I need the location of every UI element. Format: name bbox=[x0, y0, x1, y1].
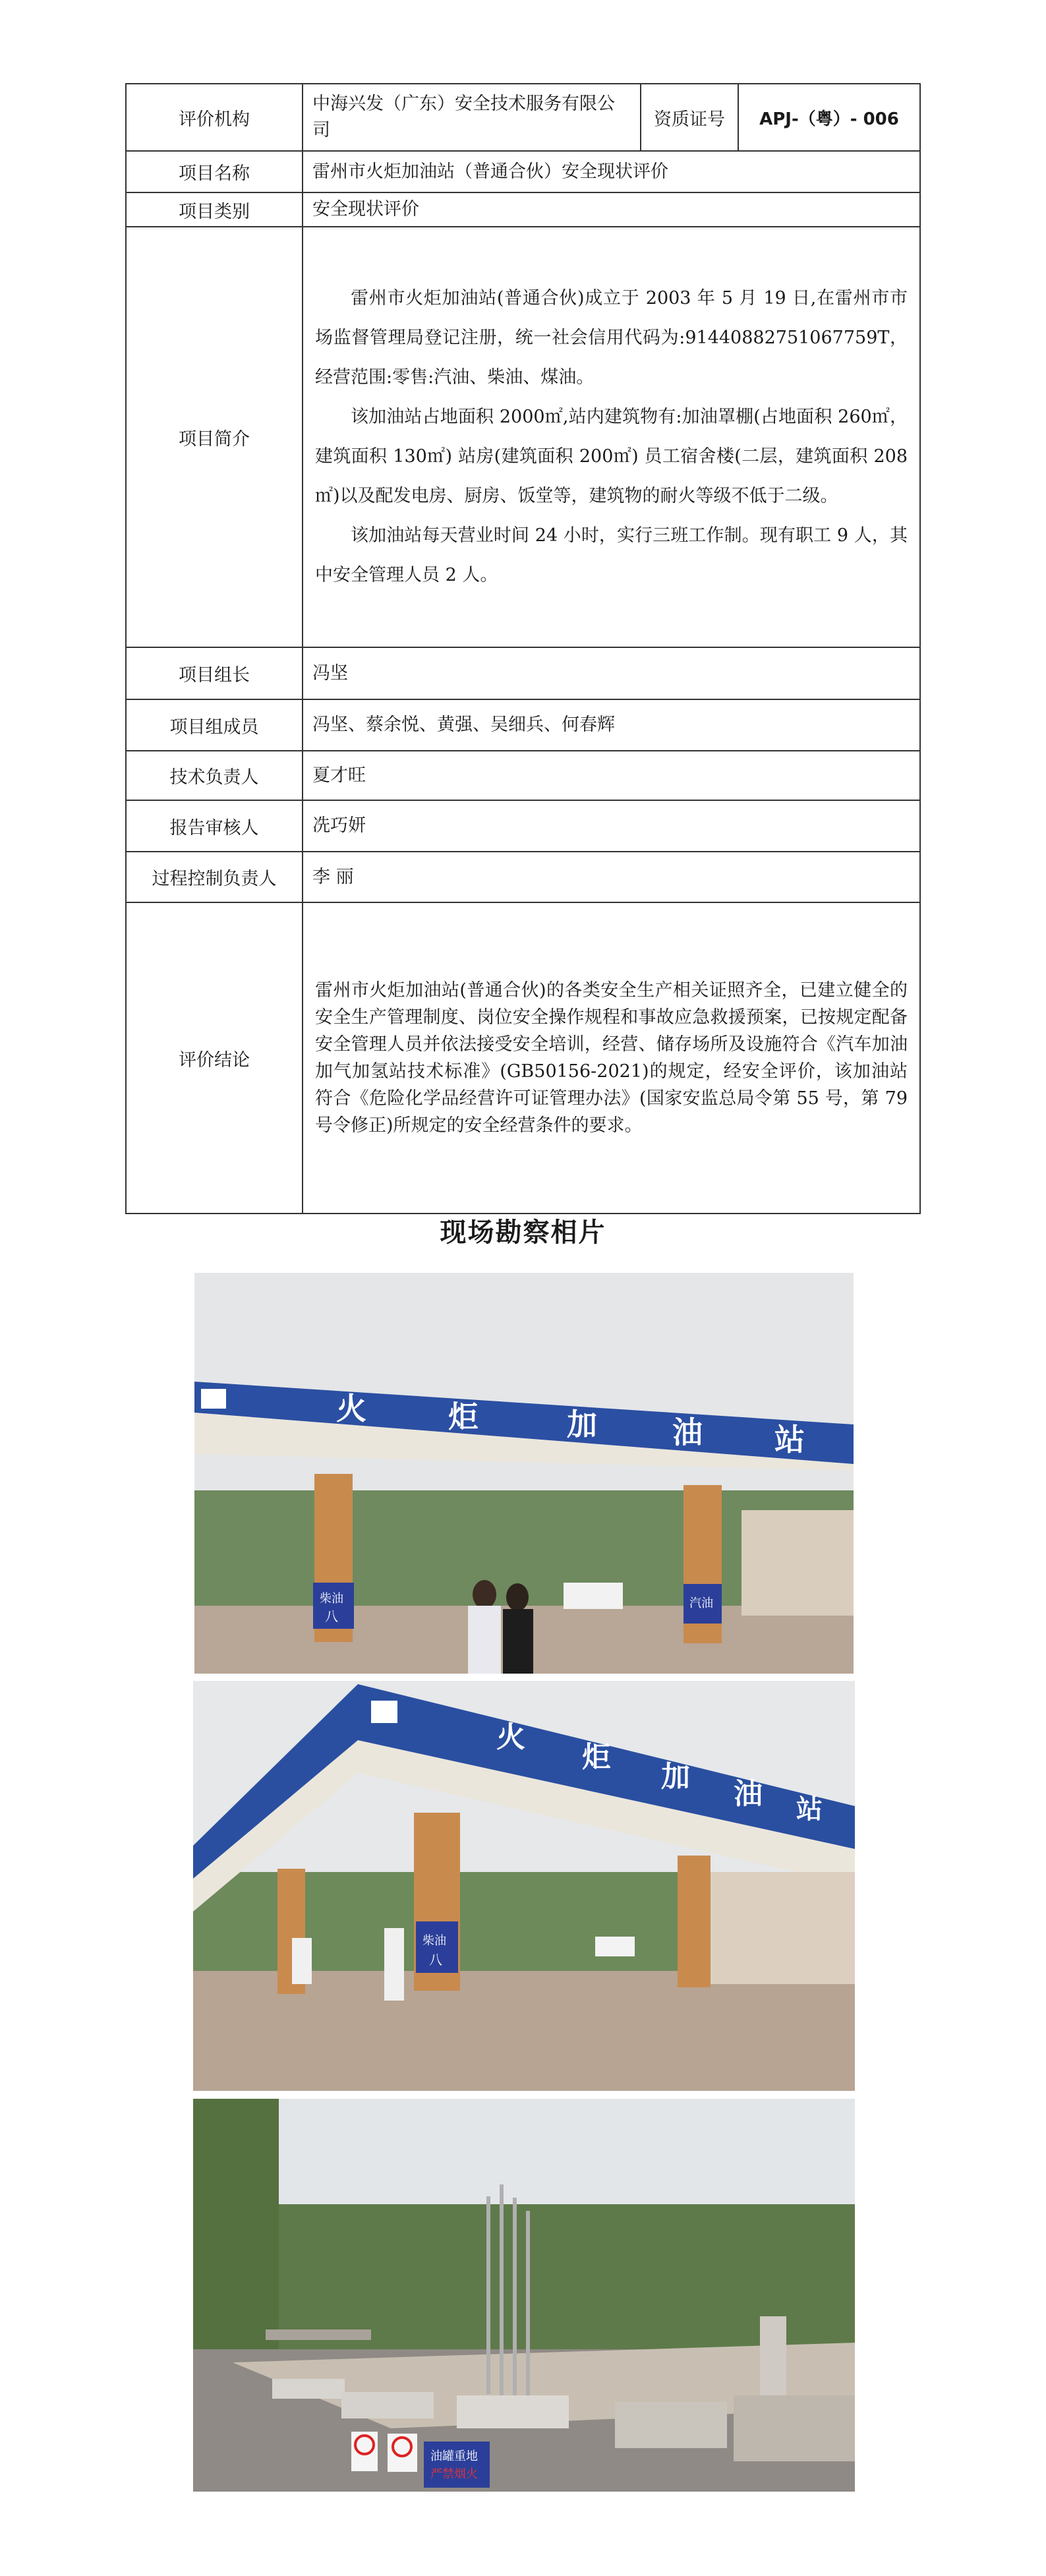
intro-paragraph: 该加油站每天营业时间 24 小时，实行三班工作制。现有职工 9 人，其中安全管理人员 2 人。 bbox=[315, 525, 908, 585]
intro-paragraph: 该加油站占地面积 2000㎡,站内建筑物有:加油罩棚(占地面积 260㎡，建筑面积 130㎡) 站房(建筑面积 200㎡) 员工宿舍楼(二层，建筑面积 208㎡)以及配发电房、厨房、饭堂等，建筑物的耐火等级不低于二级。 bbox=[315, 407, 908, 506]
tank-warning-sign-line1: 油罐重地 bbox=[430, 2449, 478, 2463]
row-conclusion bbox=[126, 902, 920, 1214]
diesel-label: 柴油 bbox=[320, 1592, 343, 1606]
gasoline-label: 汽油 bbox=[689, 1596, 713, 1610]
name-value: 雷州市火炬加油站（普通合伙）安全现状评价 bbox=[303, 151, 920, 192]
tank-warning-sign-line2: 严禁烟火 bbox=[430, 2467, 478, 2481]
site-photo-canopy-front bbox=[194, 1273, 854, 1674]
diesel-label: 柴油 bbox=[422, 1934, 446, 1948]
org-label: 评价机构 bbox=[126, 84, 303, 151]
row-tech bbox=[126, 751, 920, 800]
intro-value bbox=[303, 227, 920, 647]
canopy-sign-char: 站 bbox=[796, 1794, 823, 1825]
conclusion-value bbox=[303, 902, 920, 1214]
conclusion-text: 雷州市火炬加油站(普通合伙)的各类安全生产相关证照齐全，已建立健全的安全生产管理制度、岗位安全操作规程和事故应急救援预案，已按规定配备安全管理人员并依法接受安全培训，经营、储存场所及设施符合《汽车加油加气加氢站技术标准》(GB50156-2021)的规定，经安全评价，该加油站符合《危险化学品经营许可证管理办法》(国家安监总局令第 55 号，第 79 号令修正)所规定的安全经营条件的要求。 bbox=[315, 980, 908, 1136]
org-value: 中海兴发（广东）安全技术服务有限公司 bbox=[303, 84, 641, 151]
cert-value: APJ-（粤）- 006 bbox=[738, 84, 920, 151]
canopy-sign-char: 加 bbox=[661, 1760, 690, 1794]
process-label: 过程控制负责人 bbox=[126, 852, 303, 902]
conclusion-label: 评价结论 bbox=[126, 902, 303, 1214]
pump-number: 八 bbox=[429, 1952, 442, 1968]
process-value: 李 丽 bbox=[303, 852, 920, 902]
row-process bbox=[126, 852, 920, 902]
name-label: 项目名称 bbox=[126, 151, 303, 192]
canopy-sign-char: 火 bbox=[336, 1391, 366, 1426]
row-type bbox=[126, 192, 920, 227]
site-photo-tank-area bbox=[193, 2099, 855, 2492]
canopy-sign-char: 炬 bbox=[582, 1740, 611, 1774]
row-org bbox=[126, 84, 920, 151]
review-value: 冼巧妍 bbox=[303, 800, 920, 852]
type-value: 安全现状评价 bbox=[303, 192, 920, 227]
canopy-sign-char: 炬 bbox=[448, 1399, 479, 1434]
row-intro bbox=[126, 227, 920, 647]
site-photo-canopy-side bbox=[193, 1681, 855, 2091]
canopy-sign-char: 火 bbox=[496, 1720, 525, 1754]
review-label: 报告审核人 bbox=[126, 800, 303, 852]
canopy-sign-char: 加 bbox=[567, 1407, 597, 1442]
row-leader bbox=[126, 647, 920, 699]
members-label: 项目组成员 bbox=[126, 699, 303, 751]
canopy-sign-char: 油 bbox=[734, 1777, 763, 1811]
leader-value: 冯坚 bbox=[303, 647, 920, 699]
tech-value: 夏才旺 bbox=[303, 751, 920, 800]
row-review bbox=[126, 800, 920, 852]
canopy-sign-char: 站 bbox=[774, 1422, 805, 1457]
leader-label: 项目组长 bbox=[126, 647, 303, 699]
type-label: 项目类别 bbox=[126, 192, 303, 227]
intro-paragraph: 雷州市火炬加油站(普通合伙)成立于 2003 年 5 月 19 日,在雷州市市场监督管理局登记注册，统一社会信用代码为:91440882751067759T，经营范围:零售:汽油、柴油、煤油。 bbox=[315, 288, 908, 388]
evaluation-info-table bbox=[125, 83, 921, 1214]
row-name bbox=[126, 151, 920, 192]
intro-label: 项目简介 bbox=[126, 227, 303, 647]
photos-heading: 现场勘察相片 bbox=[440, 1217, 606, 1248]
cert-label: 资质证号 bbox=[641, 84, 738, 151]
row-members bbox=[126, 699, 920, 751]
canopy-sign-char: 油 bbox=[672, 1415, 703, 1450]
tech-label: 技术负责人 bbox=[126, 751, 303, 800]
members-value: 冯坚、蔡余悦、黄强、吴细兵、何春辉 bbox=[303, 699, 920, 751]
pump-number: 八 bbox=[325, 1608, 338, 1624]
